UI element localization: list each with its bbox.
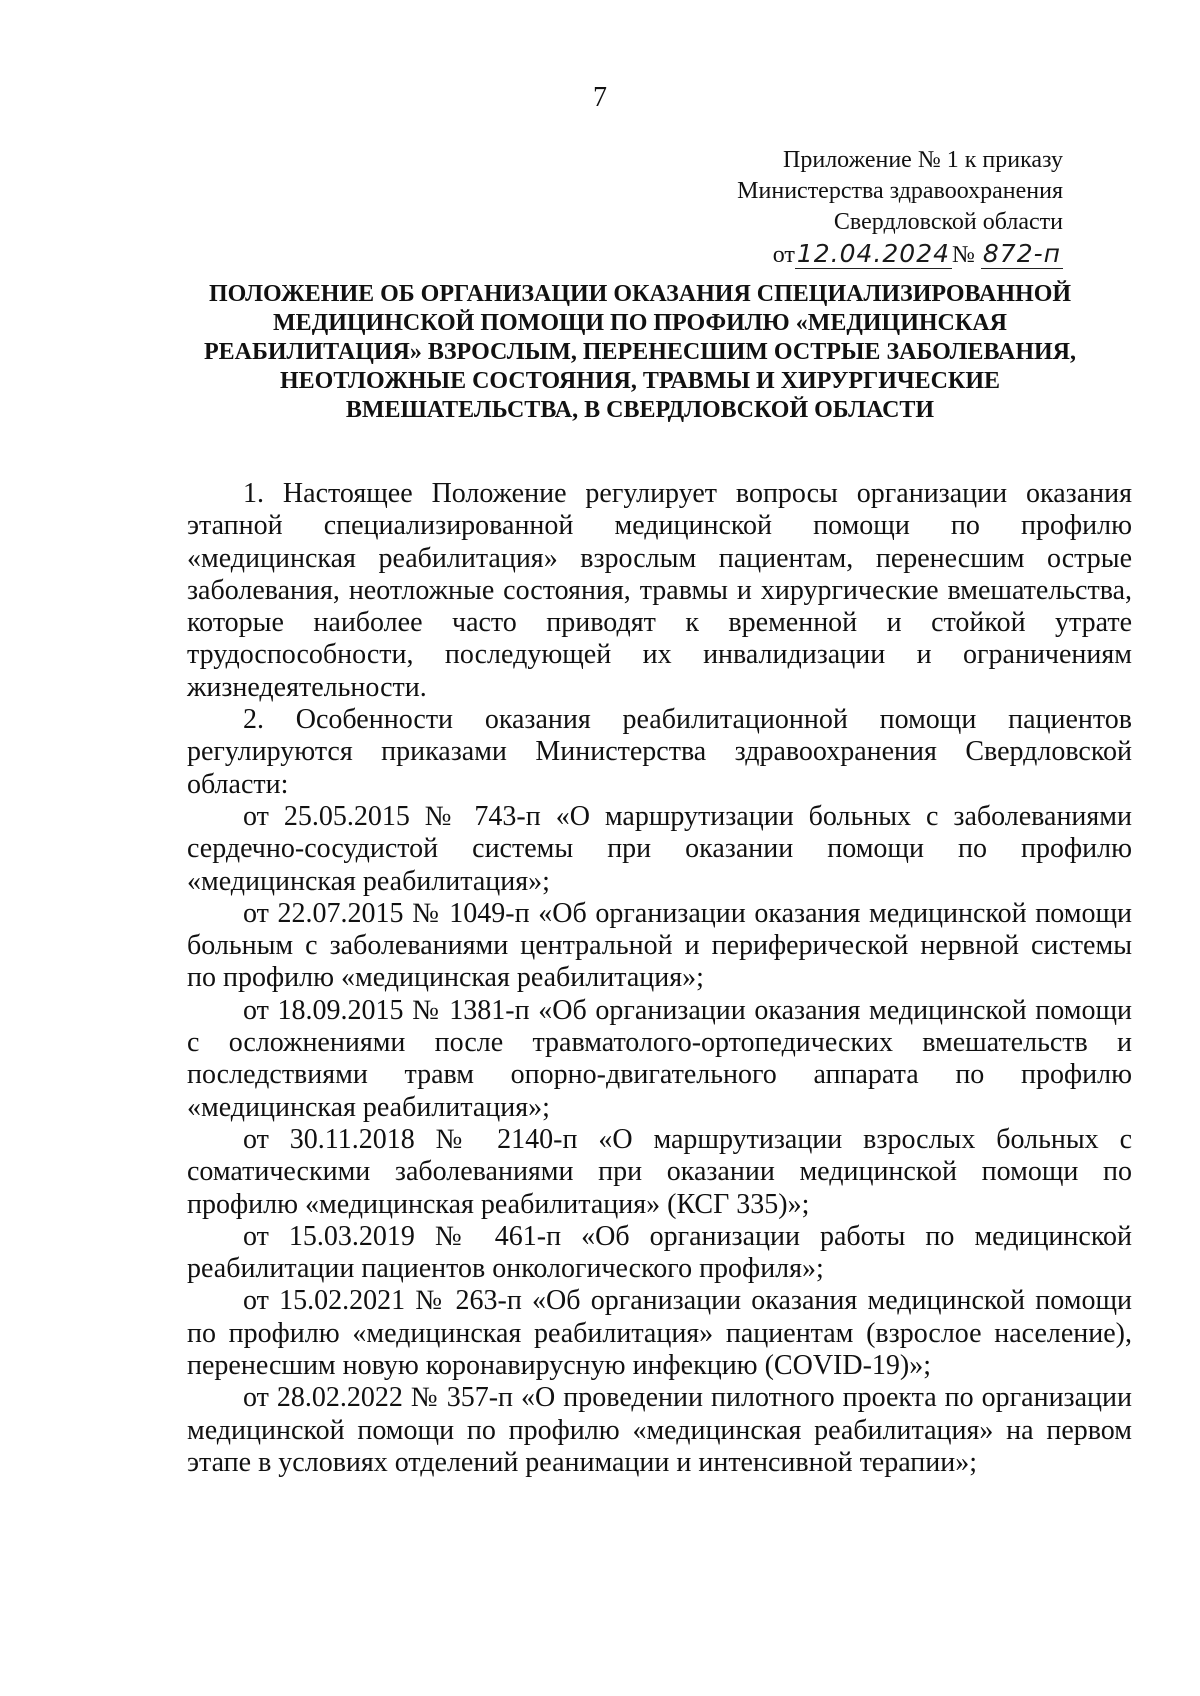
handwritten-date: 12.04.2024 bbox=[796, 239, 950, 268]
title-line-5: ВМЕШАТЕЛЬСТВА, В СВЕРДЛОВСКОЙ ОБЛАСТИ bbox=[345, 397, 935, 423]
appendix-date-number-line bbox=[737, 238, 1063, 271]
order-461-item: от 15.03.2019 № 461-п «Об организации работы по медицинской реабилитации пациентов онкологического профиля»; bbox=[187, 1220, 1132, 1285]
title-line-4: НЕОТЛОЖНЫЕ СОСТОЯНИЯ, ТРАВМЫ И ХИРУРГИЧЕСКИЕ bbox=[280, 368, 1000, 394]
order-1049-item: от 22.07.2015 № 1049-п «Об организации оказания медицинской помощи больным с заболеваниями центральной и периферической нервной системы по профилю «медицинская реабилитация»; bbox=[187, 897, 1132, 994]
appendix-header bbox=[737, 145, 1063, 271]
order-357-item: от 28.02.2022 № 357-п «О проведении пилотного проекта по организации медицинской помощи по профилю «медицинская реабилитация» на первом этапе в условиях отделений реанимации и интенсивной терапии»; bbox=[187, 1382, 1132, 1478]
date-prefix: от bbox=[772, 242, 795, 268]
paragraph-2: 2. Особенности оказания реабилитационной помощи пациентов регулируются приказами Министерства здравоохранения Свердловской области: bbox=[187, 704, 1132, 800]
order-743-item: от 25.05.2015 № 743-п «О маршрутизации больных с заболеваниями сердечно-сосудистой системы при оказании помощи по профилю «медицинская реабилитация»; bbox=[187, 800, 1132, 897]
title-line-1: ПОЛОЖЕНИЕ ОБ ОРГАНИЗАЦИИ ОКАЗАНИЯ СПЕЦИАЛИЗИРОВАННОЙ bbox=[208, 281, 1072, 307]
document-body bbox=[187, 478, 1132, 1479]
appendix-line-1: Приложение № 1 к приказу bbox=[783, 147, 1063, 173]
paragraph-1: 1. Настоящее Положение регулирует вопросы организации оказания этапной специализированной медицинской помощи по профилю «медицинская реабилитация» взрослым пациентам, перенесшим острые заболевания, неотложные состояния, травмы и хирургические вмешательства, которые наиболее часто приводят к временной и стойкой утрате трудоспособности, последующей их инвалидизации и ограничениям жизнедеятельности. bbox=[187, 478, 1132, 703]
number-prefix: № bbox=[952, 242, 975, 268]
page-number: 7 bbox=[593, 82, 607, 113]
order-2140-item: от 30.11.2018 № 2140-п «О маршрутизации взрослых больных с соматическими заболеваниями при оказании медицинской помощи по профилю «медицинская реабилитация» (КСГ 335)»; bbox=[187, 1123, 1132, 1220]
order-1381-item: от 18.09.2015 № 1381-п «Об организации оказания медицинской помощи с осложнениями после травматолого-ортопедических вмешательств и последствиями травм опорно-двигательного аппарата по профилю «медицинская реабилитация»; bbox=[187, 994, 1132, 1123]
handwritten-order-number: 872-п bbox=[982, 239, 1061, 268]
title-line-2: МЕДИЦИНСКОЙ ПОМОЩИ ПО ПРОФИЛЮ «МЕДИЦИНСКАЯ bbox=[273, 310, 1007, 336]
document-title bbox=[185, 280, 1095, 425]
appendix-line-3: Свердловской области bbox=[833, 209, 1063, 235]
appendix-line-2: Министерства здравоохранения bbox=[737, 178, 1063, 204]
order-263-item: от 15.02.2021 № 263-п «Об организации оказания медицинской помощи по профилю «медицинская реабилитация» пациентам (взрослое население), перенесшим новую коронавирусную инфекцию (COVID-19)»; bbox=[187, 1285, 1132, 1382]
title-line-3: РЕАБИЛИТАЦИЯ» ВЗРОСЛЫМ, ПЕРЕНЕСШИМ ОСТРЫЕ ЗАБОЛЕВАНИЯ, bbox=[203, 339, 1076, 365]
